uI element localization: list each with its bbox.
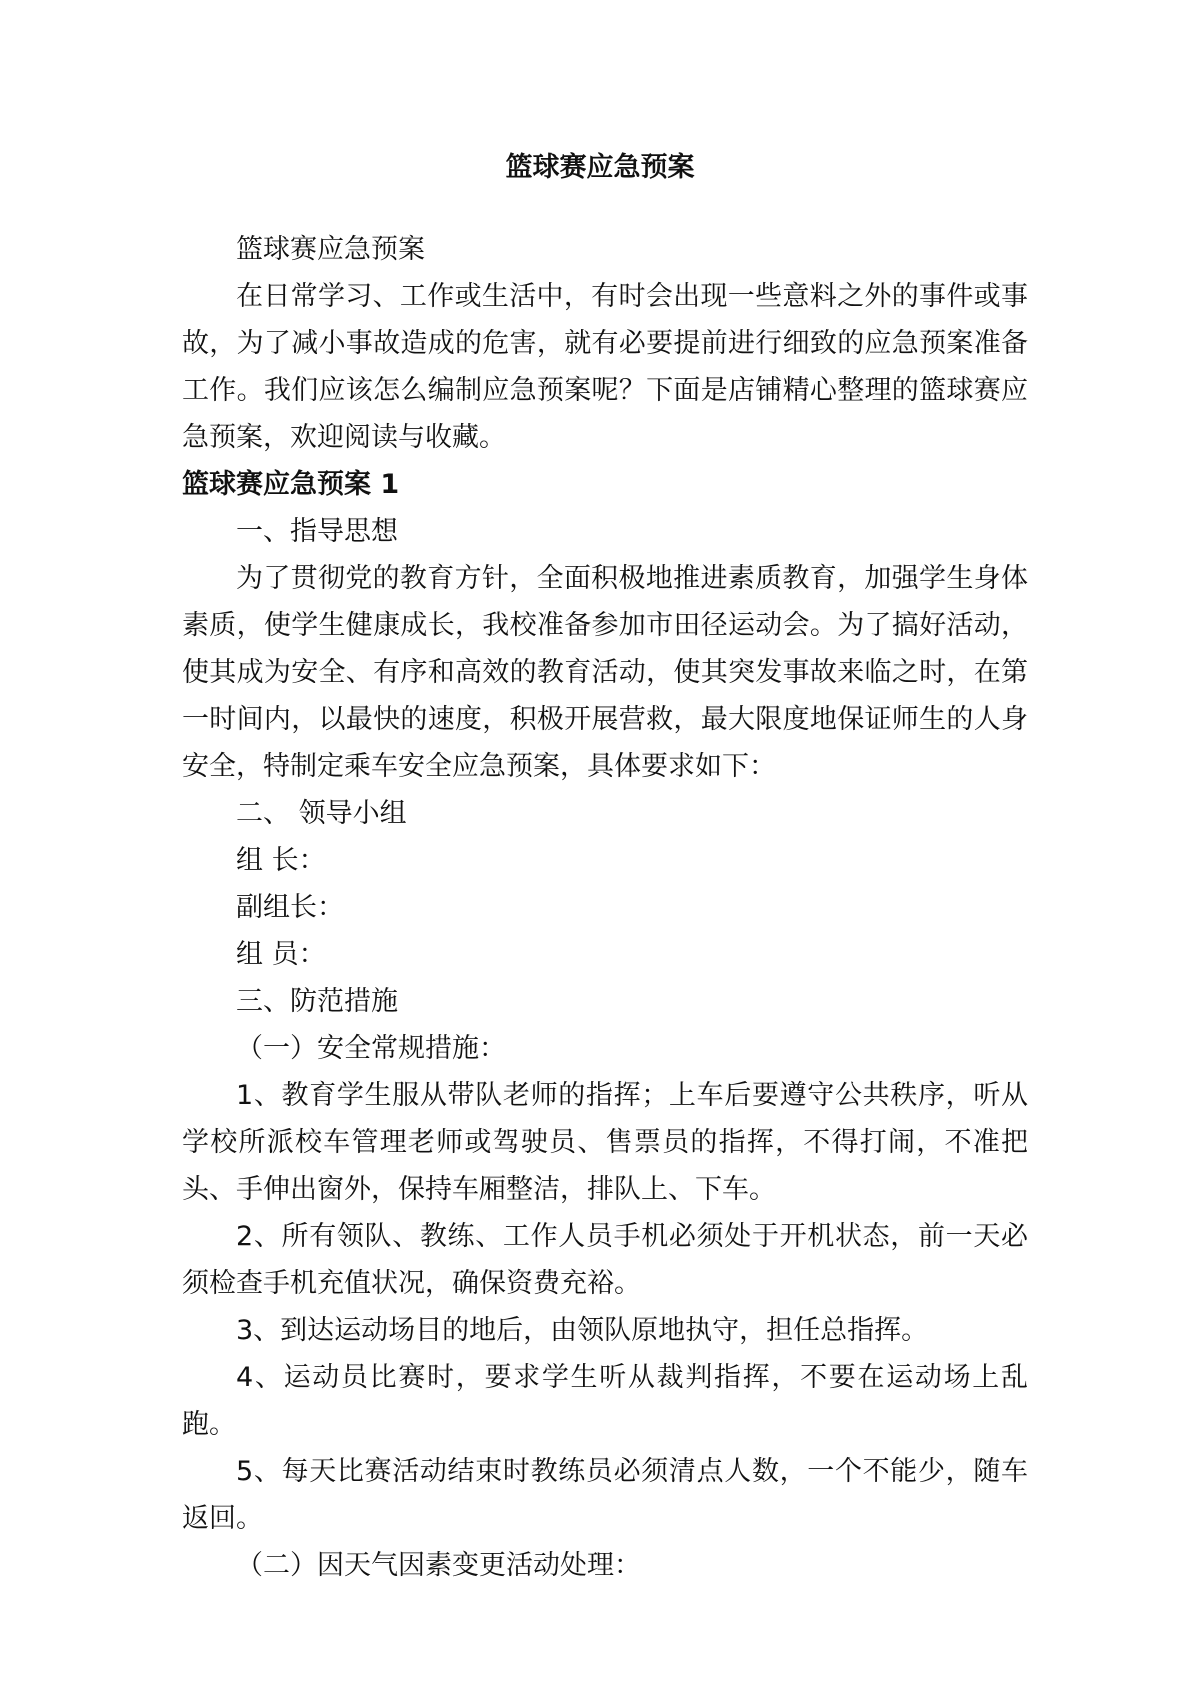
paragraph: 三、防范措施 (236, 986, 398, 1017)
paragraph: 2、所有领队、教练、工作人员手机必须处于开机状态，前一天必须检查手机充值状况，确保资费充裕。 (182, 1221, 1028, 1299)
paragraph: 二、 领导小组 (236, 798, 407, 829)
paragraph: 为了贯彻党的教育方针，全面积极地推进素质教育，加强学生身体素质，使学生健康成长，我校准备参加市田径运动会。为了搞好活动，使其成为安全、有序和高效的教育活动，使其突发事故来临之时，在第一时间内，以最快的速度，积极开展营救，最大限度地保证师生的人身安全，特制定乘车安全应急预案，具体要求如下： (182, 563, 1028, 782)
paragraph: 5、每天比赛活动结束时教练员必须清点人数，一个不能少，随车返回。 (182, 1456, 1028, 1534)
paragraph: 篮球赛应急预案 (236, 234, 425, 265)
paragraph: 组 长： (236, 845, 326, 876)
paragraph: 1、教育学生服从带队老师的指挥；上车后要遵守公共秩序，听从学校所派校车管理老师或驾驶员、售票员的指挥，不得打闹，不准把头、手伸出窗外，保持车厢整洁，排队上、下车。 (182, 1080, 1028, 1205)
document-body (182, 226, 1028, 1589)
section-heading: 篮球赛应急预案 1 (182, 469, 400, 500)
paragraph: 副组长： (236, 892, 344, 923)
paragraph: 一、指导思想 (236, 516, 398, 547)
document-title: 篮球赛应急预案 (505, 152, 695, 183)
paragraph: （一）安全常规措施： (236, 1033, 506, 1064)
paragraph: 组 员： (236, 939, 326, 970)
paragraph: 在日常学习、工作或生活中，有时会出现一些意料之外的事件或事故，为了减小事故造成的危害，就有必要提前进行细致的应急预案准备工作。我们应该怎么编制应急预案呢？下面是店铺精心整理的篮球赛应急预案，欢迎阅读与收藏。 (182, 281, 1028, 453)
paragraph: 4、运动员比赛时，要求学生听从裁判指挥，不要在运动场上乱跑。 (182, 1362, 1028, 1440)
paragraph: 3、到达运动场目的地后，由领队原地执守，担任总指挥。 (236, 1315, 929, 1346)
paragraph: （二）因天气因素变更活动处理： (236, 1550, 641, 1581)
